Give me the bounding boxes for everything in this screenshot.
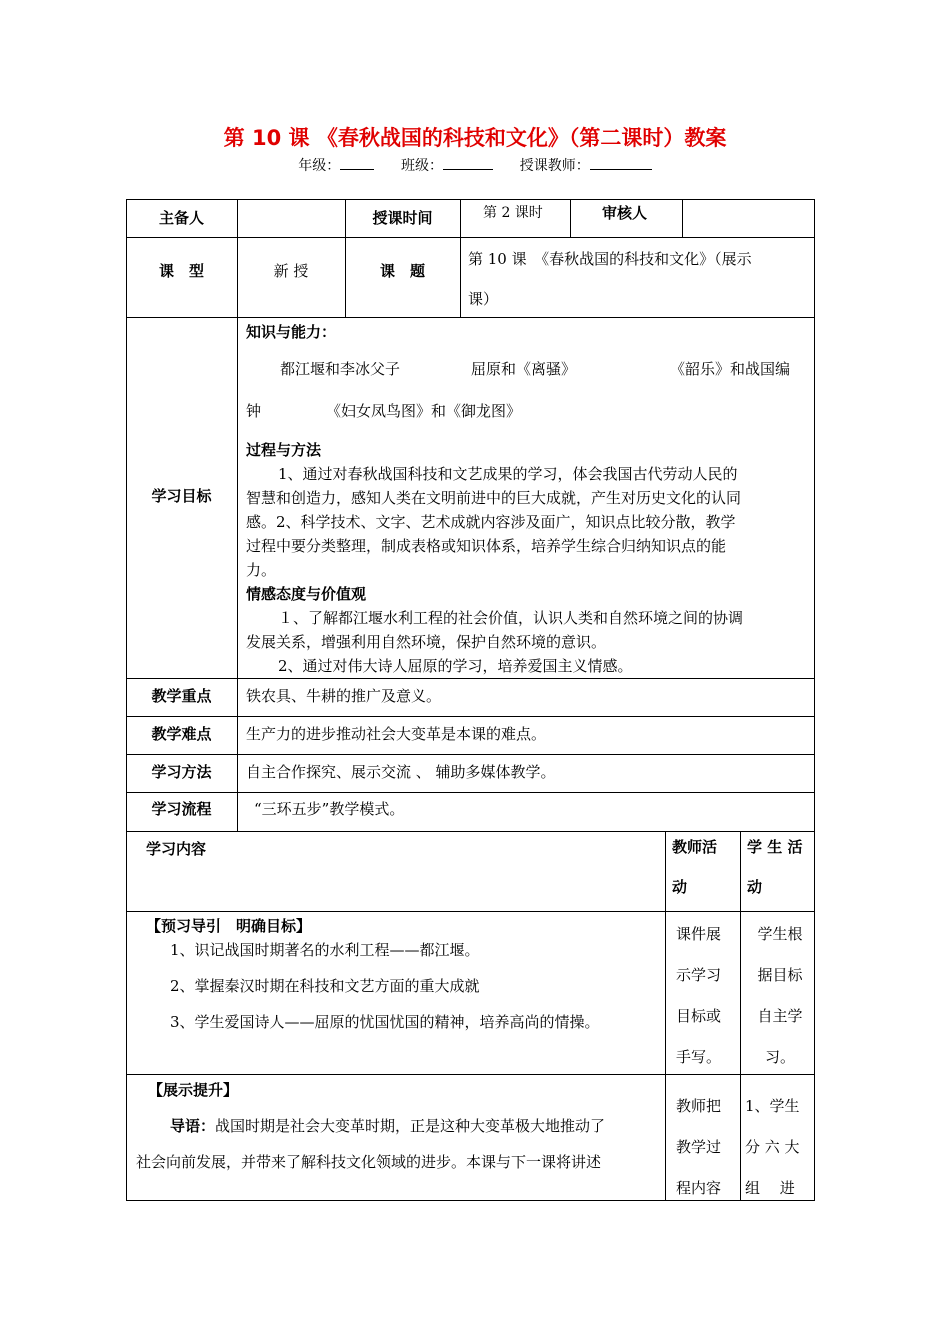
- show-student-activity: [745, 1086, 811, 1209]
- topic-value: [468, 239, 812, 319]
- topic-line-1: 第 10 课 《春秋战国的科技和文化》（展示: [468, 250, 752, 268]
- difficulty-value: 生产力的进步推动社会大变革是本课的难点。: [246, 725, 547, 743]
- preview-student-activity: [749, 914, 811, 1078]
- preview-teacher-activity: [676, 914, 738, 1078]
- show-teacher-line: 程内容: [676, 1179, 722, 1197]
- topic-label: 课 题: [379, 262, 425, 280]
- class-blank[interactable]: [443, 155, 493, 170]
- knowledge-item: 都江堰和李冰父子: [280, 360, 401, 378]
- knowledge-item: 《韶乐》和战国编: [670, 360, 791, 378]
- type-label: 课 型: [158, 262, 204, 280]
- time-label: 授课时间: [372, 209, 433, 227]
- show-heading: 【展示提升】: [148, 1081, 239, 1099]
- process-line: 感。2、科学技术、文字、艺术成就内容涉及面广，知识点比较分散，教学: [246, 513, 736, 531]
- topic-line-2: 课）: [468, 290, 499, 308]
- teacher-activity-header-line: 教师活: [672, 838, 718, 856]
- show-student-line: 组 进: [745, 1179, 795, 1197]
- intro-text: 战国时期是社会大变革时期，正是这种大变革极大地推动了: [215, 1117, 606, 1135]
- class-label: 班级：: [401, 158, 443, 174]
- intro-line: 社会向前发展，并带来了解科技文化领域的进步。本课与下一课将讲述: [136, 1153, 602, 1171]
- preview-item: 2、掌握秦汉时期在科技和文艺方面的重大成就: [170, 977, 480, 995]
- preview-teacher-line: 目标或: [676, 1007, 722, 1025]
- emotion-heading: 情感态度与价值观: [246, 585, 367, 603]
- preview-teacher-line: 示学习: [676, 966, 722, 984]
- focus-value: 铁农具、牛耕的推广及意义。: [246, 687, 442, 705]
- flow-value: “三环五步”教学模式。: [254, 800, 405, 818]
- reviewer-label: 审核人: [602, 204, 648, 222]
- show-teacher-activity: [676, 1086, 738, 1209]
- preview-student-line: 习。: [764, 1048, 795, 1066]
- preview-student-line: 自主学: [757, 1007, 803, 1025]
- intro-label: 导语：: [170, 1117, 216, 1135]
- method-value: 自主合作探究、展示交流 、 辅助多媒体教学。: [246, 763, 556, 781]
- knowledge-heading: 知识与能力：: [246, 323, 337, 341]
- intro-line: [136, 1114, 661, 1138]
- process-line: 力。: [246, 561, 277, 579]
- preview-teacher-line: 课件展: [676, 925, 722, 943]
- process-heading: 过程与方法: [246, 441, 322, 459]
- grade-label: 年级：: [298, 158, 341, 174]
- document-title: 第 10 课 《春秋战国的科技和文化》（第二课时）教案: [223, 126, 727, 150]
- teacher-blank[interactable]: [590, 155, 652, 170]
- grade-blank[interactable]: [340, 155, 374, 170]
- knowledge-item: 《妇女凤鸟图》和《御龙图》: [326, 402, 522, 420]
- preview-student-line: 学生根: [757, 925, 803, 943]
- student-activity-header: [747, 827, 811, 907]
- knowledge-items-row: [246, 390, 808, 432]
- teacher-label: 授课教师：: [519, 158, 590, 174]
- emotion-line: １、了解都江堰水利工程的社会价值，认识人类和自然环境之间的协调: [278, 609, 744, 627]
- knowledge-item: 钟: [246, 402, 262, 420]
- process-line: 过程中要分类整理，制成表格或知识体系，培养学生综合归纳知识点的能: [246, 537, 727, 555]
- emotion-line: 发展关系，增强利用自然环境，保护自然环境的意识。: [246, 633, 607, 651]
- teacher-activity-header: [672, 827, 736, 907]
- content-header: 学习内容: [146, 840, 207, 858]
- preview-student-line: 据目标: [757, 966, 803, 984]
- goals-label: 学习目标: [151, 487, 212, 505]
- knowledge-items-row: [246, 348, 808, 390]
- process-line: 智慧和创造力，感知人类在文明前进中的巨大成就，产生对历史文化的认同: [246, 489, 742, 507]
- goals-content: [246, 320, 808, 678]
- preview-item: 1、识记战国时期著名的水利工程——都江堰。: [170, 941, 480, 959]
- preview-teacher-line: 手写。: [676, 1048, 722, 1066]
- show-content: [136, 1078, 661, 1174]
- time-value: 第 2 课时: [483, 205, 543, 221]
- header-fields: [0, 155, 950, 175]
- preparer-label: 主备人: [158, 209, 204, 227]
- student-activity-header-line: 动: [747, 878, 763, 896]
- difficulty-label: 教学难点: [151, 725, 212, 743]
- preview-content: [146, 914, 658, 1034]
- method-label: 学习方法: [151, 763, 212, 781]
- teacher-activity-header-line: 动: [672, 878, 688, 896]
- preview-heading: 【预习导引 明确目标】: [146, 917, 312, 935]
- show-student-line: 分 六 大: [745, 1138, 800, 1156]
- type-value: 新 授: [273, 262, 309, 280]
- focus-label: 教学重点: [151, 687, 212, 705]
- emotion-line: 2、通过对伟大诗人屈原的学习，培养爱国主义情感。: [278, 657, 633, 675]
- process-line: 1、通过对春秋战国科技和文艺成果的学习，体会我国古代劳动人民的: [278, 465, 738, 483]
- show-student-line: 1、学生: [745, 1097, 800, 1115]
- show-teacher-line: 教师把: [676, 1097, 722, 1115]
- show-teacher-line: 教学过: [676, 1138, 722, 1156]
- preview-item: 3、学生爱国诗人——屈原的忧国忧国的精神，培养高尚的情操。: [170, 1013, 600, 1031]
- student-activity-header-line: 学 生 活: [747, 838, 803, 856]
- flow-label: 学习流程: [151, 800, 212, 818]
- knowledge-item: 屈原和《离骚》: [471, 360, 577, 378]
